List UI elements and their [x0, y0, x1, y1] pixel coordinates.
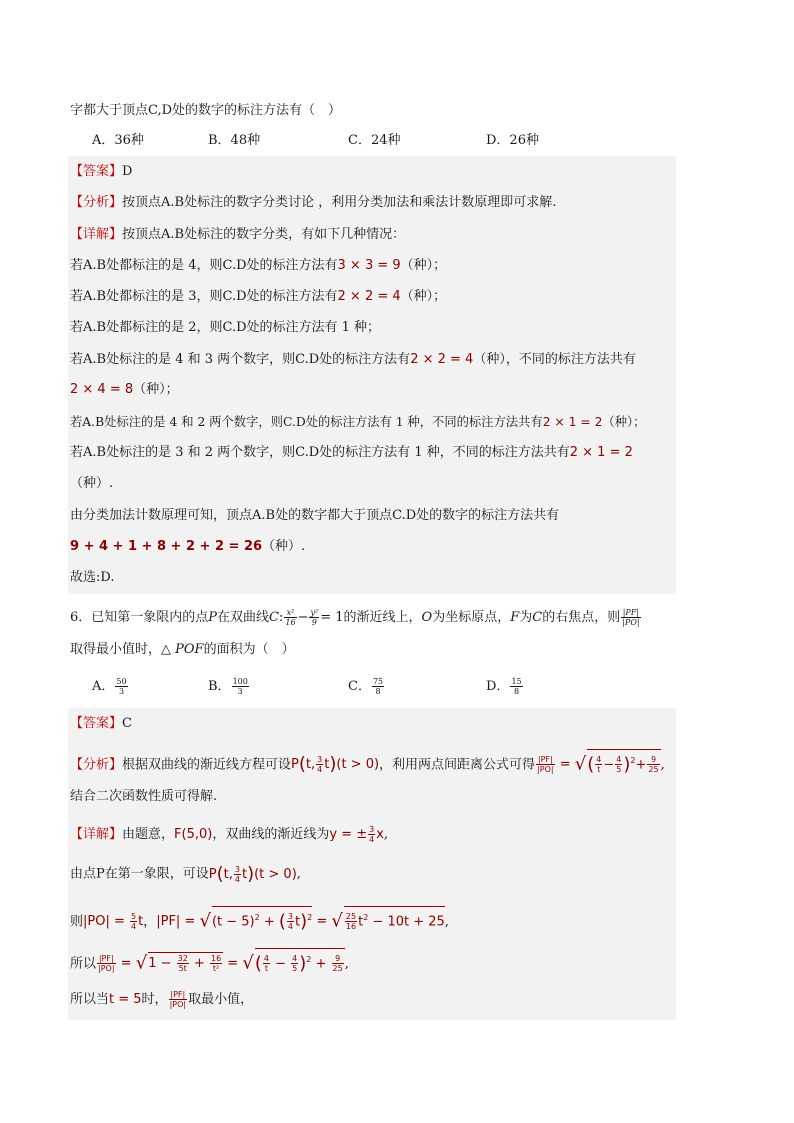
q5-analysis-line — [70, 193, 556, 213]
q6-analysis-line: 【分析】根据双曲线的渐近线方程可设P(t, $\frac{3}{4}$ t)(t > 0)，利用两点间距离公式可得 $\frac{|PF|}{|PO|}$ = √( $\frac{4}{t}$ − $\frac{4}{5}$ )$^2$+ $\frac{9}{25}$ , — [70, 749, 665, 775]
q6-option-a: A． $\frac{50}{3}$ — [92, 677, 127, 696]
answer-label: 【答案】 — [70, 164, 123, 179]
analysis-text: 按顶点A.B处标注的数字分类讨论 ，利用分类加法和乘法计数原理即可求解. — [122, 195, 557, 210]
q6-first-quadrant-line: 由点P在第一象限，可设P(t, $\frac{3}{4}$ t)(t > 0), — [70, 863, 301, 884]
detail-text: 按顶点A.B处标注的数字分类，有如下几种情况： — [122, 227, 406, 242]
case-line: （种）. — [70, 476, 114, 491]
q5-detail-line — [70, 225, 405, 245]
q5-option-d: D．26种 — [486, 133, 539, 148]
case-line: 若A.B处标注的是 4 和 3 两个数字，则C.D处的标注方法有2 × 2 = 4（种），不同的标注方法共有 — [70, 352, 636, 367]
q6-distance-line: 则|PO| = $\frac{5}{4}$ t，$|PF| = √(t - 5)^2$ + ( $\frac{3}{4}$ t)$^2$ = √ $\frac{25}{16}$ $t^2 - 10t + 25$, — [70, 906, 449, 932]
case-line: 若A.B处都标注的是 3，则C.D处的标注方法有2 × 2 = 4（种）； — [70, 289, 447, 304]
q5-answer-line — [70, 162, 132, 182]
case-line: 9 + 4 + 1 + 8 + 2 + 2 = 26（种）. — [70, 539, 306, 554]
case-line: 故选:D. — [70, 570, 115, 585]
q6-min-line: 所以当t = 5时， $\frac{|PF|}{|PO|}$ 取最小值， — [70, 990, 254, 1009]
case-line: 若A.B处都标注的是 2，则C.D处的标注方法有 1 种； — [70, 320, 381, 335]
q5-option-b: B．48种 — [208, 133, 261, 148]
q5-option-c: C．24种 — [348, 133, 401, 148]
q6-ratio-line: 所以 $\frac{|PF|}{|PO|}$ = √1 − $\frac{32}{5t}$ + $\frac{16}{\text{t²}}$ = √( $\frac{4}{t}$ − $\frac{4}{5}$ )$^2$ + $\frac{9}{25}$ , — [70, 948, 349, 974]
case-line: 若A.B处标注的是 4 和 2 两个数字，则C.D处的标注方法有 1 种，不同的标注方法共有2 × 1 = 2（种）； — [70, 415, 646, 429]
case-line: 若A.B处标注的是 3 和 2 两个数字，则C.D处的标注方法有 1 种，不同的标注方法共有2 × 1 = 2 — [70, 445, 633, 460]
case-line: 由分类加法计数原理可知，顶点A.B处的数字都大于顶点C.D处的数字的标注方法共有 — [70, 508, 560, 523]
case-line: 若A.B处都标注的是 4，则C.D处的标注方法有3 × 3 = 9（种）； — [70, 258, 447, 273]
case-line: 2 × 4 = 8（种）； — [70, 382, 179, 397]
q6-answer-line: 【答案】C — [70, 716, 132, 731]
analysis-label: 【分析】 — [70, 195, 123, 210]
q6-option-d: D． $\frac{15}{8}$ — [486, 677, 522, 696]
answer-value: D — [122, 164, 133, 179]
q5-option-a: A．36种 — [92, 133, 144, 148]
detail-label: 【详解】 — [70, 227, 123, 242]
q6-option-b: B． $\frac{100}{3}$ — [208, 677, 248, 696]
q5-solution-block — [68, 156, 676, 594]
q6-stem-line2: 取得最小值时，△ POF的面积为（ ） — [70, 642, 295, 657]
q6-analysis-line2: 结合二次函数性质可得解. — [70, 789, 218, 804]
q6-option-c: C． $\frac{75}{8}$ — [348, 677, 384, 696]
q5-stem-tail: 字都大于顶点C,D处的数字的标注方法有（ ） — [70, 103, 342, 118]
q6-stem: 6．已知第一象限内的点P在双曲线C: $\frac{\text{x²}}{16}$ − $\frac{\text{y²}}{9}$ = 1的渐近线上，O为坐标原点，F为C的右焦点，则 $\frac{|PF|}{|PO|}$ — [70, 608, 640, 627]
q6-detail-line: 【详解】由题意，F(5,0)，双曲线的渐近线为y = ± $\frac{3}{4}$ x, — [70, 825, 389, 844]
